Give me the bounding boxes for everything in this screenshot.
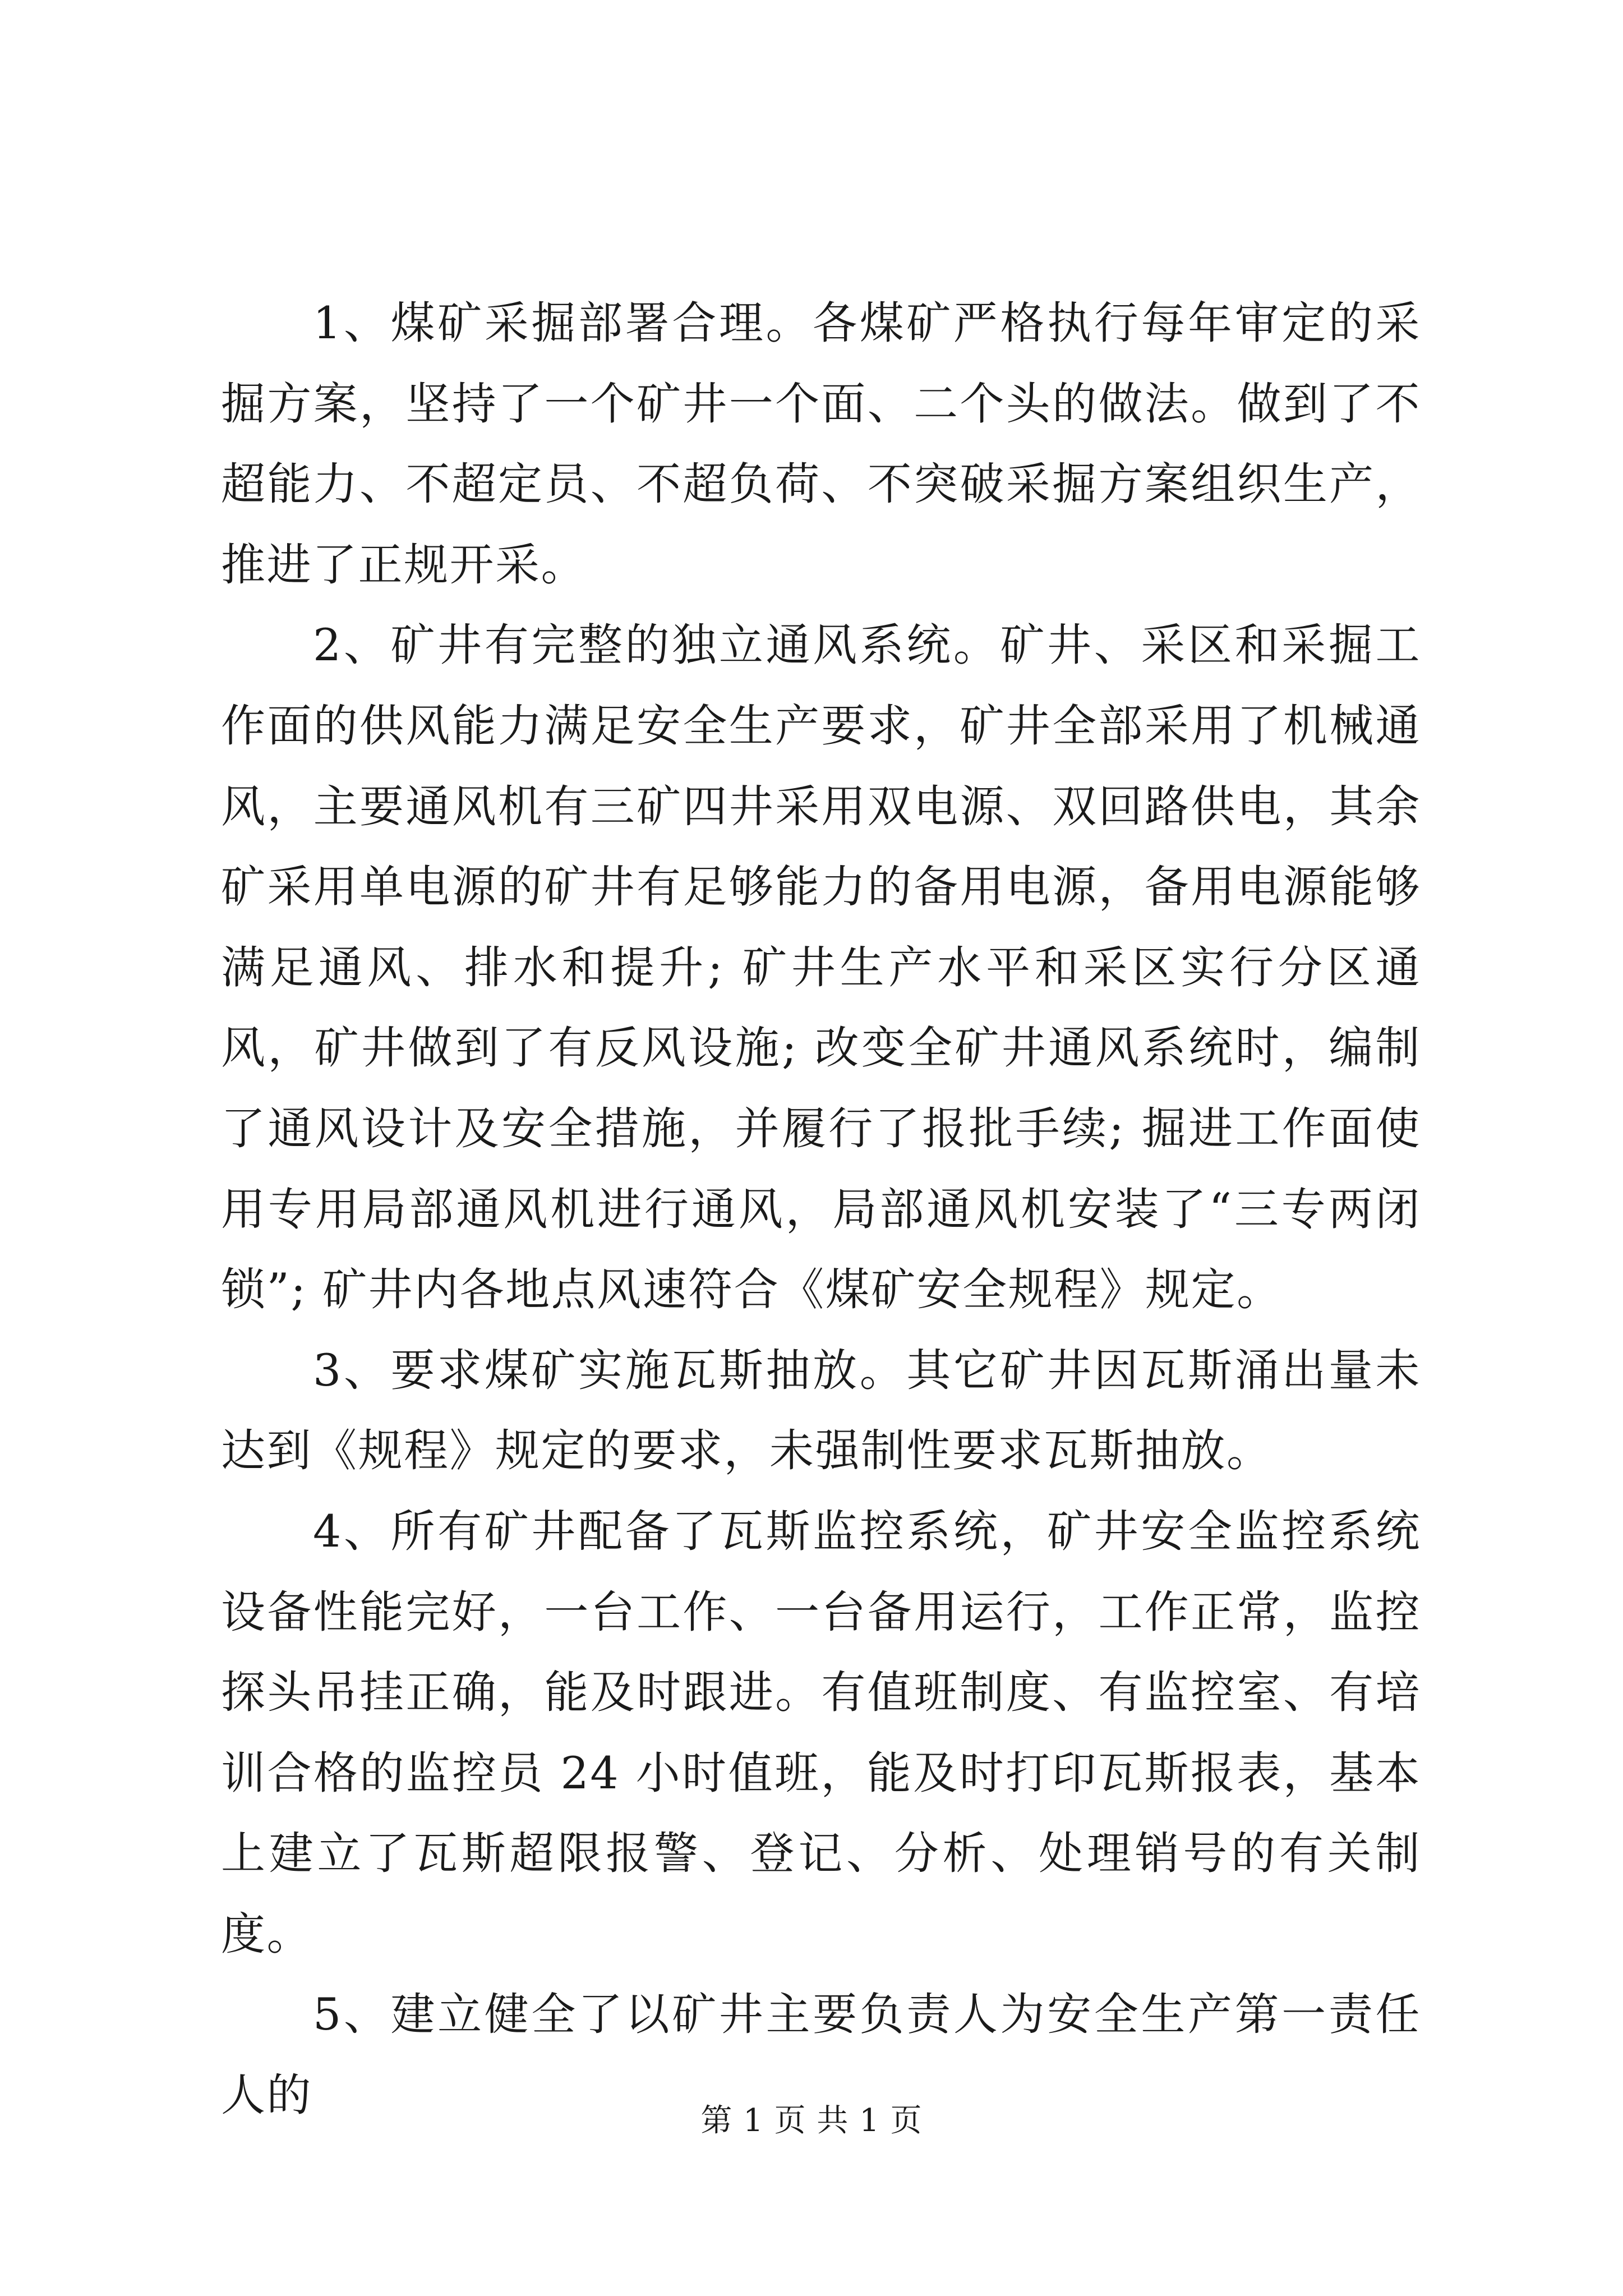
paragraph-3: 3、要求煤矿实施瓦斯抽放。其它矿井因瓦斯涌出量未达到《规程》规定的要求，未强制性要求瓦斯抽放。 (221, 1344, 1421, 1477)
page-footer (0, 2101, 1623, 2141)
paragraph-2: 2、矿井有完整的独立通风系统。矿井、采区和采掘工作面的供风能力满足安全生产要求，矿井全部采用了机械通风，主要通风机有三矿四井采用双电源、双回路供电，其余矿采用单电源的矿井有足够能力的备用电源，备用电源能够满足通风、排水和提升; 矿井生产水平和采区实行分区通风，矿井做到了有反风设施; 改变全矿井通风系统时，编制了通风设计及安全措施，并履行了报批手续; 掘进工作面使用专用局部通风机进行通风，局部通风机安装了“三专两闭锁”; 矿井内各地点风速符合《煤矿安全规程》规定。 (221, 619, 1421, 1316)
paragraph-1: 1、煤矿采掘部署合理。各煤矿严格执行每年审定的采掘方案，坚持了一个矿井一个面、二个头的做法。做到了不超能力、不超定员、不超负荷、不突破采掘方案组织生产，推进了正规开采。 (221, 297, 1421, 591)
paragraph-5: 5、建立健全了以矿井主要负责人为安全生产第一责任人的 (221, 1989, 1421, 2122)
body-text (221, 283, 1421, 2136)
paragraph-4: 4、所有矿井配备了瓦斯监控系统，矿井安全监控系统设备性能完好，一台工作、一台备用运行，工作正常，监控探头吊挂正确，能及时跟进。有值班制度、有监控室、有培训合格的监控员 24 小时值班，能及时打印瓦斯报表，基本上建立了瓦斯超限报警、登记、分析、处理销号的有关制度。 (221, 1505, 1421, 1960)
page-number-label: 第 1 页 共 1 页 (700, 2102, 923, 2139)
